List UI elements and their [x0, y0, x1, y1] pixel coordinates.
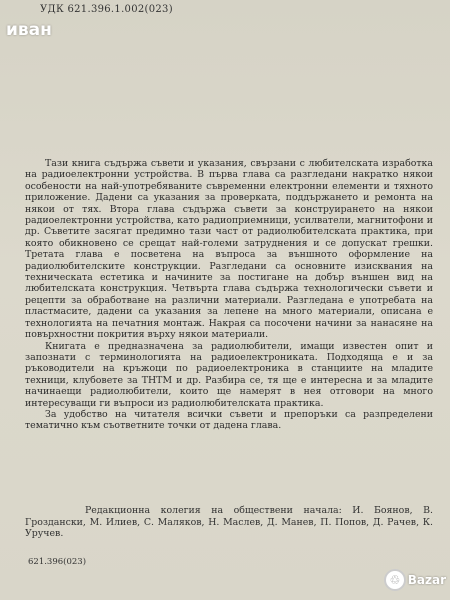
paragraph-description: Тази книга съдържа съвети и указания, свързани с любителската изработка на радиоелектронни устройства. В първа глава са разгледани накратко някои особености на най-употребяваните съвременни електронни елементи и тяхното приложение. Дадени са указания за проверката, поддържането и ремонта на някои от тях. Втора глава съдържа съвети за конструирането на някои радиоелектронни устройства, като радиоприемници, усилватели, магнитофони и др. Съветите засягат предимно тази част от радиолюбителската практика, при която обикновено се срещат най-големи затруднения и се допускат грешки. Третата глава е посветена на въпроса за външното оформление на радиолюбителските конструкции. Разгледани са основните изисквания на техническата естетика и начините за постигане на добър външен вид на любителската конструкция. Четвърта глава съдържа технологически съвети и рецепти за обработване на различни материали. Разгледана е употребата на пластмасите, дадени са указания за лепене на много материали, описана е технологията на печатния монтаж. Накрая са посочени начини за нанасяне на повърхностни покрития върху някои материали.: [25, 158, 433, 341]
editorial-board: [25, 505, 433, 540]
bazar-logo: [384, 560, 446, 600]
watermark-text: иван: [6, 20, 52, 40]
editorial-board-text: Редакционна колегия на обществени начала: И. Боянов, В. Гроздански, М. Илиев, С. Маляков, Н. Маслев, Д. Манев, П. Попов, Д. Рачев, К. Уручев.: [25, 505, 433, 540]
annotation-text: [25, 158, 433, 432]
paragraph-note: За удобство на читателя всички съвети и препоръки са разпределени тематично към съответните точки от дадена глава.: [25, 408, 433, 432]
bazar-logo-text: Bazar: [407, 573, 446, 587]
classification-code: 621.396(023): [28, 557, 87, 567]
bazar-logo-icon: ♲: [384, 569, 406, 591]
udk-code: УДК 621.396.1.002(023): [40, 4, 173, 15]
paragraph-audience: Книгата е предназначена за радиолюбители, имащи известен опит и запознати с терминологията на радиоелектрониката. Подходяща е и за ръководители на кръжоци по радиоелектроника в станциите на младите техници, клубовете за ТНТМ и др. Разбира се, тя ще е интересна и за младите начинаещи радиолюбители, които ще намерят в нея отговори на много интересуващи ги въпроси из радиолюбителската практика.: [25, 340, 433, 409]
